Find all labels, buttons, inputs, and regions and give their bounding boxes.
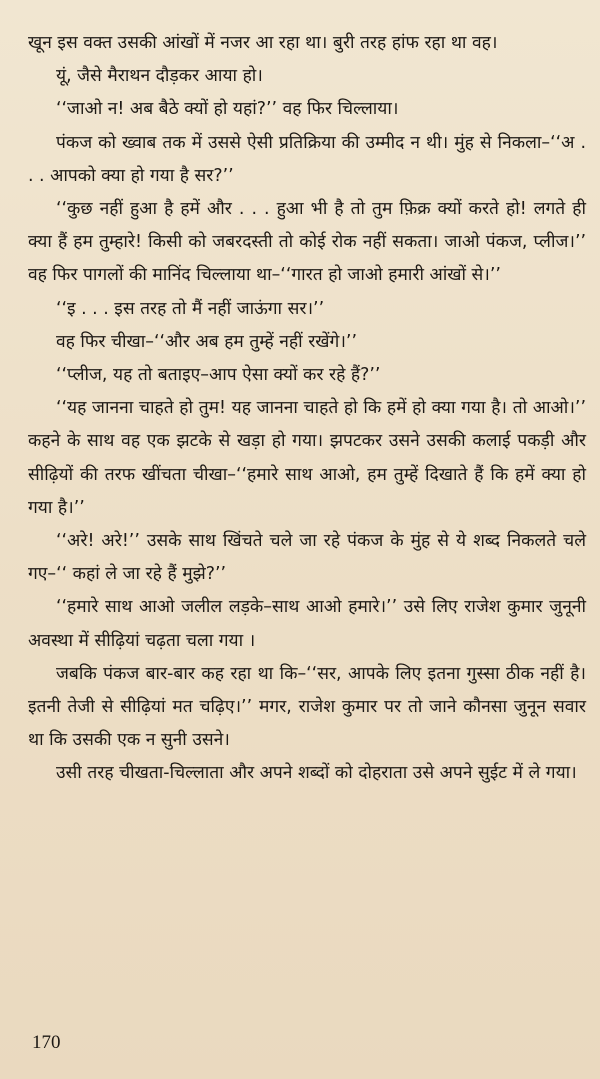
paragraph: यूं, जैसे मैराथन दौड़कर आया हो। — [56, 66, 263, 87]
paragraph: उसी तरह चीखता-चिल्लाता और अपने शब्दों को दोहराता उसे अपने सुईट में ले गया। — [56, 763, 577, 784]
paragraph: पंकज को ख्वाब तक में उससे ऐसी प्रतिक्रिया की उम्मीद न थी। मुंह से निकला–‘‘अ . . . आपको क्या हो गया है सर?’’ — [28, 132, 586, 186]
paragraph: ‘‘अरे! अरे!’’ उसके साथ खिंचते चले जा रहे पंकज के मुंह से ये शब्द निकलते चले गए–‘‘ कहां ले जा रहे हैं मुझे?’’ — [28, 531, 586, 585]
paragraph: वह फिर चीखा–‘‘और अब हम तुम्हें नहीं रखेंगे।’’ — [56, 331, 357, 352]
body-text — [28, 27, 586, 791]
paragraph: ‘‘हमारे साथ आओ जलील लड़के–साथ आओ हमारे।’’ उसे लिए राजेश कुमार जुनूनी अवस्था में सीढ़ियां चढ़ता चला गया । — [28, 597, 586, 651]
paragraph: खून इस वक्त उसकी आंखों में नजर आ रहा था। बुरी तरह हांफ रहा था वह। — [28, 33, 498, 53]
paragraph: ‘‘यह जानना चाहते हो तुम! यह जानना चाहते हो कि हमें हो क्या गया है। तो आओ।’’ कहने के साथ वह एक झटके से खड़ा हो गया। झपटकर उसने उसकी कलाई पकड़ी और सीढ़ियों की तरफ खींचता चीखा–‘‘हमारे साथ आओ, हम तुम्हें दिखाते हैं कि हमें क्या हो गया है।’’ — [28, 398, 586, 518]
paragraph: ‘‘इ . . . इस तरह तो मैं नहीं जाऊंगा सर।’’ — [56, 298, 325, 319]
paragraph: जबकि पंकज बार-बार कह रहा था कि–‘‘सर, आपके लिए इतना गुस्सा ठीक नहीं है। इतनी तेजी से सीढ़ियां मत चढ़िए।’’ मगर, राजेश कुमार पर तो जाने कौनसा जुनून सवार था कि उसकी एक न सुनी उसने। — [28, 663, 586, 751]
paragraph: ‘‘कुछ नहीं हुआ है हमें और . . . हुआ भी है तो तुम फ़िक्र क्यों करते हो! लगते ही क्या हैं हम तुम्हारे! किसी को जबरदस्ती तो कोई रोक नहीं सकता। जाओ पंकज, प्लीज।’’ वह फिर पागलों की मानिंद चिल्लाया था–‘‘गारत हो जाओ हमारी आंखों से।’’ — [28, 199, 586, 286]
paragraph: ‘‘जाओ न! अब बैठे क्यों हो यहां?’’ वह फिर चिल्लाया। — [56, 99, 399, 120]
paragraph: ‘‘प्लीज, यह तो बताइए–आप ऐसा क्यों कर रहे हैं?’’ — [56, 365, 381, 386]
page-number: 170 — [32, 1032, 61, 1053]
